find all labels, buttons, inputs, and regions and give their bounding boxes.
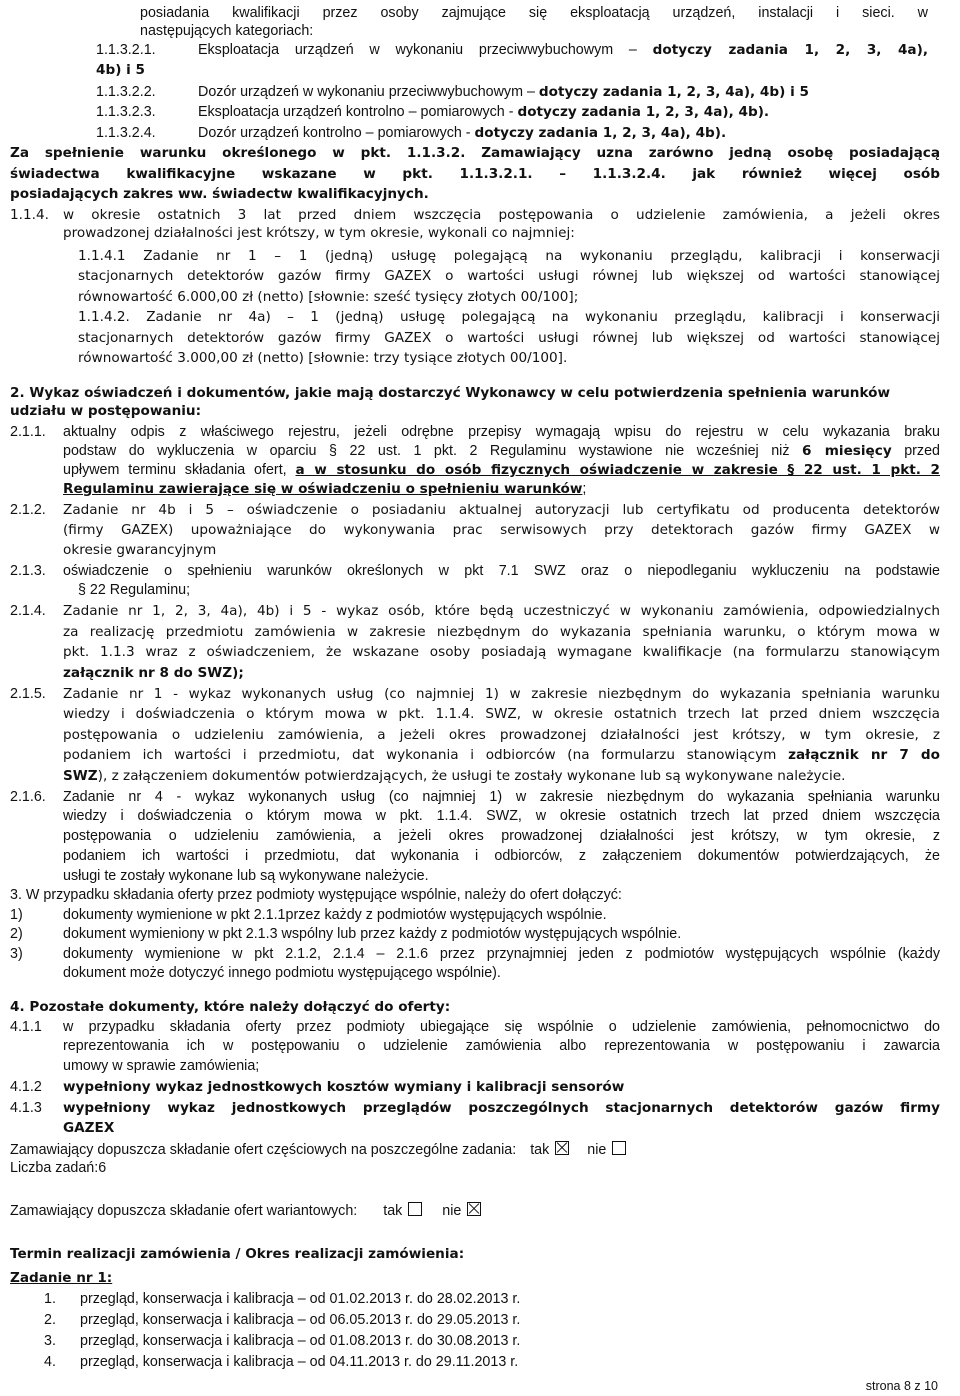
paragraph-line: wypełniony wykaz jednostkowych kosztów wymiany i kalibracji sensorów <box>63 1079 625 1095</box>
condition-line: posiadających zakres ww. świadectw kwalifikacyjnych. <box>10 186 429 202</box>
partial-nie-label: nie <box>587 1142 607 1158</box>
task-count: Liczba zadań:6 <box>10 1160 107 1176</box>
variant-tak-checkbox[interactable] <box>408 1202 422 1216</box>
schedule-item: przegląd, konserwacja i kalibracja – od 04.11.2013 r. do 29.11.2013 r. <box>80 1354 519 1370</box>
paragraph-line: następujących kategoriach: <box>140 23 314 39</box>
list-item-number: 1.1.3.2.2. <box>96 84 156 100</box>
schedule-item: przegląd, konserwacja i kalibracja – od 01.08.2013 r. do 30.08.2013 r. <box>80 1333 521 1349</box>
variant-nie-checkbox[interactable] <box>467 1202 481 1216</box>
paragraph-line: aktualny odpis z właściwego rejestru, jeżeli odrębne przepisy wymagają wpisu do rejestru w celu wykazania braku <box>63 424 940 440</box>
paragraph-number: 2.1.6. <box>10 789 46 805</box>
paragraph-line: oświadczenie o spełnieniu warunków określonych w pkt 7.1 SWZ oraz o niepodleganiu wykluczeniu na podstawie <box>63 563 940 579</box>
variant-nie-label: nie <box>442 1203 462 1219</box>
paragraph-line: równowartość 6.000,00 zł (netto) [słownie: sześć tysięcy złotych 00/100]; <box>78 289 579 305</box>
partial-tak-label: tak <box>530 1142 550 1158</box>
paragraph-number: 2.1.4. <box>10 603 46 619</box>
paragraph-number: 2.1.1. <box>10 424 46 440</box>
section-heading: 4. Pozostałe dokumenty, które należy dołączyć do oferty: <box>10 999 451 1015</box>
paragraph-line: Zadanie nr 4b i 5 – oświadczenie o posiadaniu aktualnej autoryzacji lub certyfikatu od producenta detektorów <box>63 502 940 518</box>
paragraph-number: 4.1.3 <box>10 1100 42 1116</box>
paragraph-number: 2.1.3. <box>10 563 46 579</box>
variant-tak-label: tak <box>383 1203 403 1219</box>
schedule-item-number: 3. <box>44 1333 56 1349</box>
paragraph-line: Regulaminu zawierające się w oświadczeniu o spełnieniu warunków; <box>63 481 587 497</box>
schedule-item-number: 1. <box>44 1291 56 1307</box>
partial-offers-row <box>10 1141 626 1159</box>
paragraph-line: postępowania o udzieleniu zamówienia, a jeżeli okres prowadzonej działalności jest krótszy, w tym okresie, z <box>63 727 940 743</box>
paragraph-number: 2.1.2. <box>10 502 46 518</box>
paragraph-line: SWZ), z załączeniem dokumentów potwierdzających, że usługi te zostały wykonane lub są wykonywane należycie. <box>63 768 846 784</box>
paragraph-line: pkt. 1.1.3 wraz z oświadczeniem, że wskazane osoby posiadają wymagane kwalifikacje (na formularzu stanowiącym <box>63 644 940 660</box>
list-item-number: 1.1.3.2.3. <box>96 104 156 120</box>
list-item: dokument wymieniony w pkt 2.1.3 wspólny lub przez każdy z podmiotów występujących wspólnie. <box>63 926 682 942</box>
paragraph-line: 3. W przypadku składania oferty przez podmioty występujące wspólnie, należy do ofert dołączyć: <box>10 887 622 903</box>
paragraph-line: wiedzy i doświadczenia o którym mowa w pkt. 1.1.4. SWZ, w okresie ostatnich trzech lat przed dniem wszczęcia <box>63 706 940 722</box>
list-item: Eksploatacja urządzeń w wykonaniu przeciwwybuchowym – dotyczy zadania 1, 2, 3, 4a), <box>198 42 928 58</box>
schedule-item-number: 2. <box>44 1312 56 1328</box>
variant-offers-row <box>10 1202 481 1220</box>
list-item: dokumenty wymienione w pkt 2.1.1przez każdy z podmiotów występujących wspólnie. <box>63 907 607 923</box>
paragraph-line: okresie gwarancyjnym <box>63 542 217 558</box>
list-item-number: 1.1.3.2.4. <box>96 125 156 141</box>
paragraph-line: 1.1.4.1 Zadanie nr 1 – 1 (jedną) usługę polegającą na wykonaniu przeglądu, kalibracji i konserwacji <box>78 248 940 264</box>
condition-line: Za spełnienie warunku określonego w pkt. 1.1.3.2. Zamawiający uzna zarówno jedną osobę posiadającą <box>10 145 940 161</box>
paragraph-line: podaniem ich wartości i przedmiotu, dat wykonania i odbiorców, z załączeniem dokumentów potwierdzających, że <box>63 848 940 864</box>
paragraph-line: w okresie ostatnich 3 lat przed dniem wszczęcia postępowania o udzielenie zamówienia, a jeżeli okres <box>63 207 940 223</box>
section-heading: 2. Wykaz oświadczeń i dokumentów, jakie mają dostarczyć Wykonawcy w celu potwierdzenia spełnienia warunków <box>10 385 891 401</box>
paragraph-line: załącznik nr 8 do SWZ); <box>63 665 244 681</box>
list-item: Dozór urządzeń kontrolno – pomiarowych - dotyczy zadania 1, 2, 3, 4a), 4b). <box>198 125 727 141</box>
condition-line: świadectwa kwalifikacyjne wskazane w pkt. 1.1.3.2.1. – 1.1.3.2.4. jak również więcej osób <box>10 166 940 182</box>
paragraph-line: za realizację przedmiotu zamówienia w zakresie niezbędnym do wykazania spełniania warunku, o którym mowa w <box>63 624 940 640</box>
paragraph-line: podaniem ich wartości i przedmiotu, dat wykonania i odbiorców (na formularzu stanowiącym załącznik nr 7 do <box>63 747 940 763</box>
paragraph-number: 1.1.4. <box>10 207 49 223</box>
paragraph-line: w przypadku składania oferty przez podmioty ubiegające się wspólnie o udzielenie zamówienia, pełnomocnictwo do <box>63 1019 940 1035</box>
section-heading: udziału w postępowaniu: <box>10 403 202 419</box>
page-number: strona 8 z 10 <box>865 1379 938 1393</box>
paragraph-line: upływem terminu składania ofert, a w stosunku do osób fizycznych oświadczenie w zakresie § 22 ust. 1 pkt. 2 <box>63 462 940 478</box>
list-item: dokumenty wymienione w pkt 2.1.2, 2.1.4 – 2.1.6 przez przynajmniej jeden z podmiotów występujących wspólnie (każdy <box>63 946 940 962</box>
paragraph-number: 4.1.2 <box>10 1079 42 1095</box>
partial-nie-checkbox[interactable] <box>612 1141 626 1155</box>
schedule-item: przegląd, konserwacja i kalibracja – od 01.02.2013 r. do 28.02.2013 r. <box>80 1291 521 1307</box>
paragraph-number: 2.1.5. <box>10 686 46 702</box>
paragraph-line: 1.1.4.2. Zadanie nr 4a) – 1 (jedną) usługę polegającą na wykonaniu przeglądu, kalibracji i konserwacji <box>78 309 940 325</box>
paragraph-line: § 22 Regulaminu; <box>78 582 191 598</box>
paragraph-line: stacjonarnych detektorów gazów firmy GAZEX o wartości usługi równej lub większej od wartości stanowiącej <box>78 330 940 346</box>
paragraph-line: Zadanie nr 1, 2, 3, 4a), 4b) i 5 - wykaz osób, które będą uczestniczyć w wykonaniu zamówienia, odpowiedzialnych <box>63 603 940 619</box>
partial-tak-checkbox[interactable] <box>555 1141 569 1155</box>
variant-offers-label: Zamawiający dopuszcza składanie ofert wariantowych: <box>10 1203 358 1219</box>
paragraph-line: (firmy GAZEX) upoważniające do wykonywania prac serwisowych przy detektorach gazów firmy GAZEX w <box>63 522 940 538</box>
list-item: dokument może dotyczyć innego podmiotu występującego wspólnie). <box>63 965 501 981</box>
paragraph-line: wiedzy i doświadczenia o którym mowa w pkt. 1.1.4. SWZ, w okresie ostatnich trzech lat przed dniem wszczęcia <box>63 808 940 824</box>
paragraph-line: równowartość 3.000,00 zł (netto) [słownie: trzy tysiące złotych 00/100]. <box>78 350 568 366</box>
paragraph-line: prowadzonej działalności jest krótszy, w tym okresie, wykonali co najmniej: <box>63 225 575 241</box>
schedule-task-heading: Zadanie nr 1: <box>10 1270 113 1286</box>
paragraph-line: posiadania kwalifikacji przez osoby zajmujące się eksploatacją urządzeń, instalacji i sieci. w <box>140 5 928 21</box>
list-item-number: 1) <box>10 907 23 923</box>
paragraph-line: Zadanie nr 4 - wykaz wykonanych usług (co najmniej 1) w zakresie niezbędnym do wykazania spełniania warunku <box>63 789 940 805</box>
schedule-item: przegląd, konserwacja i kalibracja – od 06.05.2013 r. do 29.05.2013 r. <box>80 1312 521 1328</box>
partial-offers-label: Zamawiający dopuszcza składanie ofert częściowych na poszczególne zadania: <box>10 1142 517 1158</box>
list-item-continuation: 4b) i 5 <box>96 62 145 78</box>
list-item: Eksploatacja urządzeń kontrolno – pomiarowych - dotyczy zadania 1, 2, 3, 4a), 4b). <box>198 104 770 120</box>
schedule-heading: Termin realizacji zamówienia / Okres realizacji zamówienia: <box>10 1246 465 1262</box>
paragraph-line: postępowania o udzieleniu zamówienia, a jeżeli okres prowadzonej działalności jest krótszy, w tym okresie, z <box>63 828 940 844</box>
schedule-item-number: 4. <box>44 1354 56 1370</box>
paragraph-line: reprezentowania ich w postępowaniu o udzielenie zamówienia albo reprezentowania w postępowaniu i zawarcia <box>63 1038 940 1054</box>
paragraph-line: Zadanie nr 1 - wykaz wykonanych usług (co najmniej 1) w zakresie niezbędnym do wykazania spełniania warunku <box>63 686 940 702</box>
paragraph-line: podstaw do wykluczenia w oparciu § 22 ust. 1 pkt. 2 Regulaminu wystawione nie wcześniej niż 6 miesięcy przed <box>63 443 940 459</box>
paragraph-line: wypełniony wykaz jednostkowych przeglądów poszczególnych stacjonarnych detektorów gazów firmy <box>63 1100 940 1116</box>
list-item: Dozór urządzeń w wykonaniu przeciwwybuchowym – dotyczy zadania 1, 2, 3, 4a), 4b) i 5 <box>198 84 809 100</box>
paragraph-line: umowy w sprawie zamówienia; <box>63 1058 260 1074</box>
paragraph-line: GAZEX <box>63 1120 115 1136</box>
paragraph-number: 4.1.1 <box>10 1019 42 1035</box>
list-item-number: 1.1.3.2.1. <box>96 42 156 58</box>
list-item-number: 2) <box>10 926 23 942</box>
list-item-number: 3) <box>10 946 23 962</box>
paragraph-line: stacjonarnych detektorów gazów firmy GAZEX o wartości usługi równej lub większej od wartości stanowiącej <box>78 268 940 284</box>
paragraph-line: usługi te zostały wykonane lub są wykonywane należycie. <box>63 868 429 884</box>
